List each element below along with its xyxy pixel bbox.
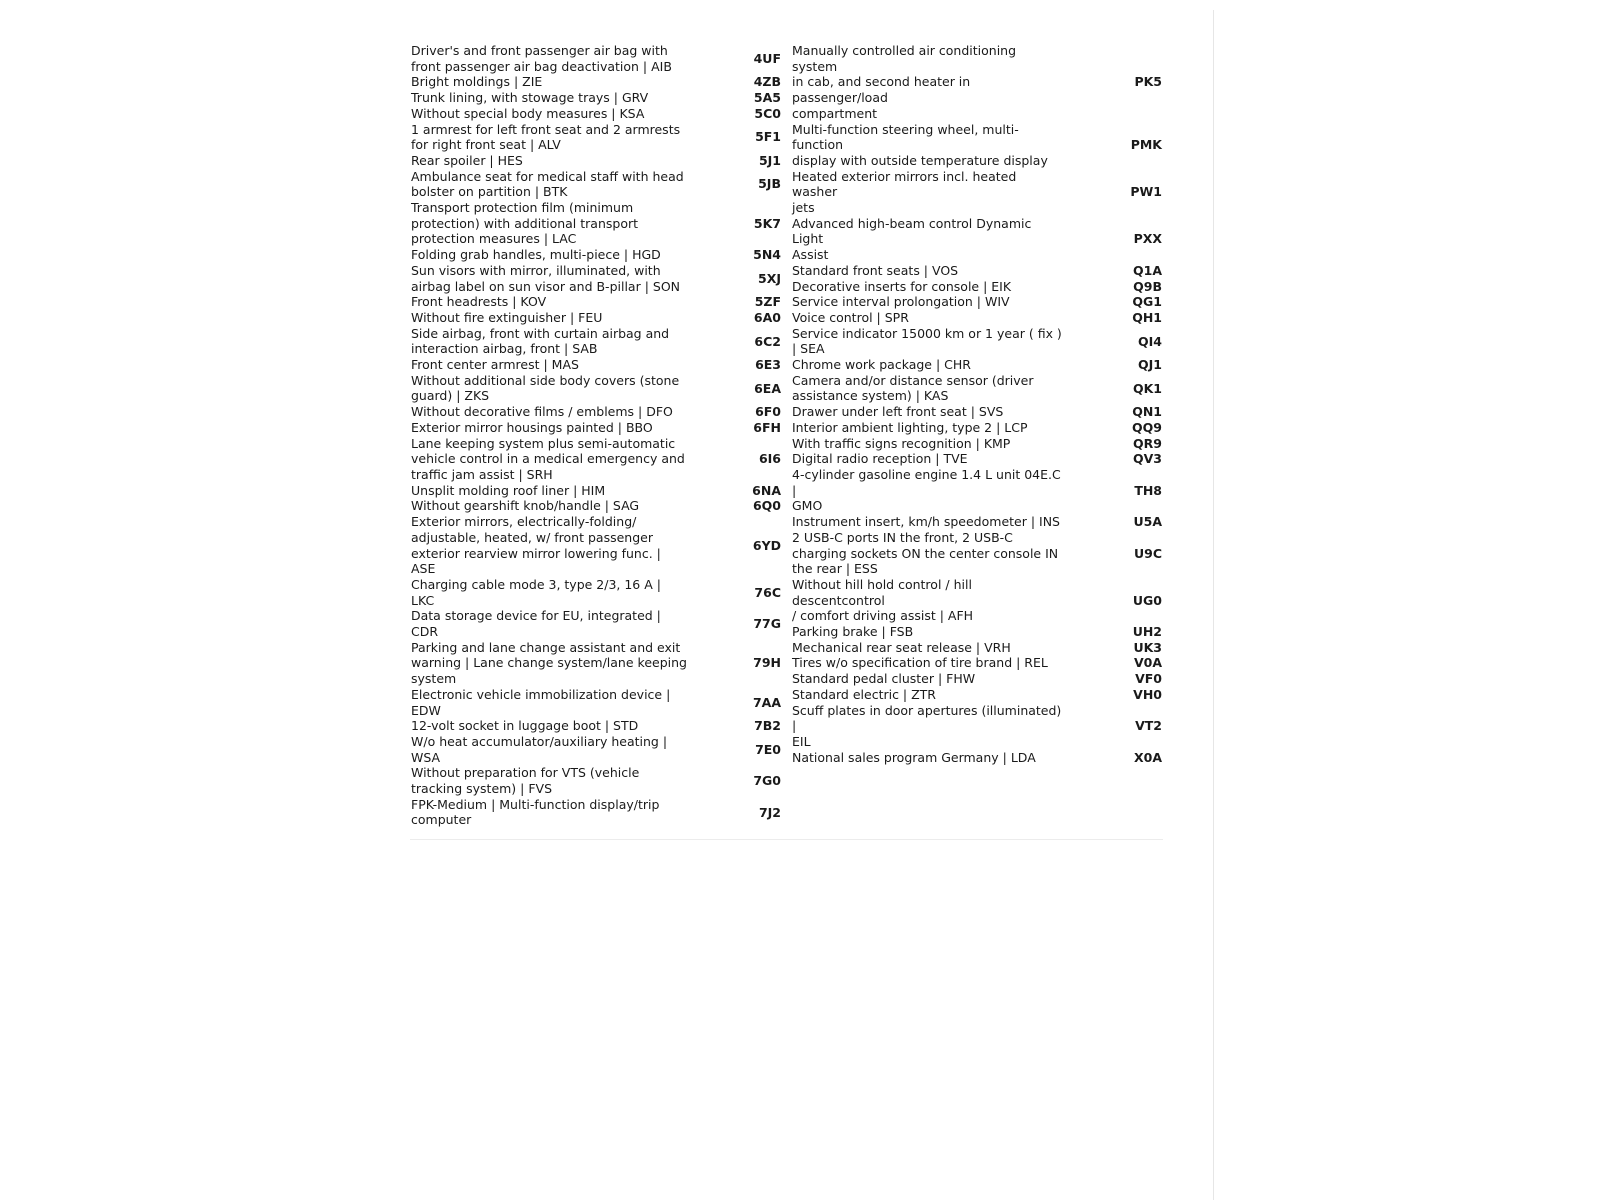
option-row bbox=[411, 797, 781, 828]
option-code: 4ZB bbox=[753, 74, 781, 90]
option-row bbox=[411, 74, 781, 90]
option-code: PMK bbox=[1130, 137, 1162, 153]
option-row bbox=[792, 703, 1162, 750]
option-row bbox=[411, 498, 781, 514]
option-row bbox=[792, 624, 1162, 640]
option-row bbox=[411, 373, 781, 404]
option-description: Camera and/or distance sensor (driver assistance system) | KAS bbox=[792, 372, 1034, 404]
option-code: 5JB bbox=[758, 176, 781, 192]
option-description: Heated exterior mirrors incl. heated washer jets bbox=[792, 168, 1017, 216]
option-code: 6NA bbox=[752, 482, 781, 498]
page-edge-line bbox=[1213, 10, 1214, 1200]
option-row bbox=[792, 436, 1162, 452]
option-code: X0A bbox=[1133, 749, 1162, 765]
option-description: Standard electric | ZTR bbox=[792, 686, 936, 702]
option-code: 7G0 bbox=[753, 773, 781, 789]
option-row bbox=[411, 765, 781, 796]
option-row bbox=[411, 483, 781, 499]
option-description: National sales program Germany | LDA bbox=[792, 749, 1036, 765]
option-row bbox=[792, 687, 1162, 703]
option-description: Without hill hold control / hill descentcontrol / comfort driving assist | AFH bbox=[792, 576, 974, 624]
option-row bbox=[411, 420, 781, 436]
option-row bbox=[792, 514, 1162, 530]
option-row bbox=[411, 200, 781, 247]
option-code: U5A bbox=[1133, 514, 1162, 530]
option-description: Manually controlled air conditioning system in cab, and second heater in passenger/load compartment bbox=[792, 43, 1017, 121]
option-row bbox=[411, 718, 781, 734]
option-code: QQ9 bbox=[1132, 419, 1162, 435]
option-description: Scuff plates in door apertures (illuminated) | EIL bbox=[792, 702, 1062, 749]
option-description: Mechanical rear seat release | VRH bbox=[792, 639, 1011, 655]
option-description: Advanced high-beam control Dynamic Light Assist bbox=[792, 215, 1032, 263]
option-description: Without gearshift knob/handle | SAG bbox=[411, 498, 640, 514]
option-row bbox=[792, 357, 1162, 373]
option-row bbox=[792, 640, 1162, 656]
option-row bbox=[411, 43, 781, 74]
option-code: 5ZF bbox=[754, 294, 781, 310]
option-description: Digital radio reception | TVE bbox=[792, 451, 968, 467]
option-row bbox=[792, 169, 1162, 216]
option-description: 2 USB-C ports IN the front, 2 USB-C charging sockets ON the center console IN the rear | ESS bbox=[792, 529, 1059, 577]
option-code: 6Q0 bbox=[752, 498, 781, 514]
option-description: Folding grab handles, multi-piece | HGD bbox=[411, 247, 661, 263]
option-description: Drawer under left front seat | SVS bbox=[792, 404, 1004, 420]
option-row bbox=[411, 310, 781, 326]
option-row bbox=[792, 467, 1162, 514]
option-row bbox=[411, 357, 781, 373]
option-row bbox=[411, 263, 781, 294]
option-description: Rear spoiler | HES bbox=[411, 152, 523, 168]
option-code: VT2 bbox=[1135, 718, 1162, 734]
option-row bbox=[411, 153, 781, 169]
option-row bbox=[792, 122, 1162, 169]
option-description: Trunk lining, with stowage trays | GRV bbox=[411, 90, 649, 106]
option-code: Q1A bbox=[1133, 262, 1162, 278]
option-code: 5C0 bbox=[754, 105, 781, 121]
option-description: Lane keeping system plus semi-automatic vehicle control in a medical emergency and traffic jam assist | SRH bbox=[411, 435, 685, 482]
option-description: Voice control | SPR bbox=[792, 309, 909, 325]
option-description: Parking brake | FSB bbox=[792, 624, 914, 640]
option-code: 6FH bbox=[753, 419, 781, 435]
option-code: PK5 bbox=[1134, 74, 1162, 90]
option-description: Sun visors with mirror, illuminated, with airbag label on sun visor and B-pillar | SON bbox=[411, 262, 681, 294]
option-code: QH1 bbox=[1132, 309, 1162, 325]
option-row bbox=[411, 514, 781, 577]
option-code: 6C2 bbox=[754, 333, 781, 349]
option-description: Driver's and front passenger air bag with front passenger air bag deactivation | AIB bbox=[411, 43, 672, 74]
option-row bbox=[792, 577, 1162, 624]
option-description: Parking and lane change assistant and exit warning | Lane change system/lane keeping system bbox=[411, 639, 687, 687]
option-row bbox=[411, 106, 781, 122]
option-description: Data storage device for EU, integrated | CDR bbox=[411, 608, 661, 640]
option-row bbox=[411, 436, 781, 483]
option-description: Service indicator 15000 km or 1 year ( fix ) | SEA bbox=[792, 325, 1062, 357]
option-code: 6F0 bbox=[755, 404, 781, 420]
option-code: 7B2 bbox=[754, 718, 781, 734]
option-description: Charging cable mode 3, type 2/3, 16 A | LKC bbox=[411, 576, 661, 608]
option-code: 77G bbox=[753, 616, 781, 632]
option-description: Instrument insert, km/h speedometer | INS bbox=[792, 514, 1060, 530]
option-description: Interior ambient lighting, type 2 | LCP bbox=[792, 419, 1028, 435]
option-description: Unsplit molding roof liner | HIM bbox=[411, 482, 606, 498]
option-description: W/o heat accumulator/auxiliary heating | WSA bbox=[411, 733, 668, 765]
option-row bbox=[792, 750, 1162, 766]
option-code: QI4 bbox=[1138, 333, 1162, 349]
option-description: Decorative inserts for console | EIK bbox=[792, 278, 1012, 294]
option-code: QJ1 bbox=[1138, 357, 1162, 373]
option-code: QG1 bbox=[1132, 294, 1162, 310]
option-code: 5N4 bbox=[753, 247, 781, 263]
option-code: 5J1 bbox=[758, 152, 781, 168]
option-description: Standard pedal cluster | FHW bbox=[792, 671, 976, 687]
option-row bbox=[792, 216, 1162, 263]
option-row bbox=[792, 404, 1162, 420]
option-description: FPK-Medium | Multi-function display/trip computer bbox=[411, 796, 660, 828]
option-code: 76C bbox=[754, 584, 781, 600]
option-row bbox=[411, 326, 781, 357]
option-description: Standard front seats | VOS bbox=[792, 262, 959, 278]
option-code: PXX bbox=[1133, 231, 1162, 247]
option-row bbox=[411, 577, 781, 608]
option-description: Bright moldings | ZIE bbox=[411, 74, 543, 90]
option-code: 6EA bbox=[754, 380, 781, 396]
option-description: Exterior mirrors, electrically-folding/ adjustable, heated, w/ front passenger exterior rearview mirror lowering func. | ASE bbox=[411, 514, 661, 577]
option-code: V0A bbox=[1133, 655, 1162, 671]
option-row bbox=[411, 90, 781, 106]
bottom-divider bbox=[410, 839, 1163, 840]
option-row bbox=[411, 687, 781, 718]
option-code: QN1 bbox=[1132, 404, 1162, 420]
option-row bbox=[411, 640, 781, 687]
option-code: 6A0 bbox=[753, 309, 781, 325]
option-row bbox=[411, 608, 781, 639]
option-code: 5F1 bbox=[755, 129, 781, 145]
option-description: Multi-function steering wheel, multi-function display with outside temperature display bbox=[792, 121, 1048, 168]
option-code: UG0 bbox=[1132, 592, 1162, 608]
option-code: 5A5 bbox=[753, 90, 781, 106]
option-row bbox=[411, 294, 781, 310]
option-row bbox=[411, 247, 781, 263]
option-row bbox=[792, 671, 1162, 687]
option-description: Ambulance seat for medical staff with head bolster on partition | BTK bbox=[411, 168, 684, 200]
option-description: Side airbag, front with curtain airbag and interaction airbag, front | SAB bbox=[411, 325, 670, 357]
option-description: Electronic vehicle immobilization device | EDW bbox=[411, 686, 671, 718]
option-description: Without special body measures | KSA bbox=[411, 105, 645, 121]
option-row bbox=[411, 169, 781, 200]
option-code: 5XJ bbox=[758, 270, 781, 286]
option-code: QR9 bbox=[1133, 435, 1162, 451]
option-code: TH8 bbox=[1134, 482, 1162, 498]
option-code: 7AA bbox=[752, 694, 781, 710]
option-row bbox=[792, 420, 1162, 436]
option-description: With traffic signs recognition | KMP bbox=[792, 435, 1011, 451]
option-code: UH2 bbox=[1132, 624, 1162, 640]
options-list-right bbox=[792, 43, 1162, 765]
option-code: QV3 bbox=[1133, 451, 1162, 467]
option-description: Without fire extinguisher | FEU bbox=[411, 309, 603, 325]
option-row bbox=[792, 451, 1162, 467]
option-description: Exterior mirror housings painted | BBO bbox=[411, 419, 653, 435]
option-code: PW1 bbox=[1130, 184, 1162, 200]
option-code: 6E3 bbox=[755, 357, 781, 373]
option-code: UK3 bbox=[1133, 639, 1162, 655]
option-row bbox=[411, 122, 781, 153]
option-description: Tires w/o specification of tire brand | REL bbox=[792, 655, 1048, 671]
option-code: QK1 bbox=[1132, 380, 1162, 396]
option-description: Service interval prolongation | WIV bbox=[792, 294, 1010, 310]
option-code: 6I6 bbox=[758, 451, 781, 467]
option-code: 6YD bbox=[752, 537, 781, 553]
option-row bbox=[792, 43, 1162, 122]
option-description: Chrome work package | CHR bbox=[792, 357, 971, 373]
option-description: 12-volt socket in luggage boot | STD bbox=[411, 718, 639, 734]
option-row bbox=[792, 655, 1162, 671]
option-row bbox=[792, 263, 1162, 279]
option-description: Without additional side body covers (stone guard) | ZKS bbox=[411, 372, 680, 404]
option-description: Front center armrest | MAS bbox=[411, 357, 579, 373]
option-description: 4-cylinder gasoline engine 1.4 L unit 04E.C | GMO bbox=[792, 466, 1061, 514]
option-description: Transport protection film (minimum protection) with additional transport protection measures | LAC bbox=[411, 200, 639, 247]
option-code: Q9B bbox=[1133, 278, 1162, 294]
option-code: VF0 bbox=[1135, 671, 1162, 687]
option-description: Without preparation for VTS (vehicle tracking system) | FVS bbox=[411, 765, 640, 797]
option-row bbox=[792, 373, 1162, 404]
option-row bbox=[792, 326, 1162, 357]
option-code: 4UF bbox=[753, 50, 781, 66]
option-code: U9C bbox=[1133, 545, 1162, 561]
option-row bbox=[792, 279, 1162, 295]
option-code: 5K7 bbox=[753, 215, 781, 231]
option-code: 79H bbox=[753, 655, 781, 671]
option-row bbox=[411, 734, 781, 765]
option-code: 7E0 bbox=[755, 741, 781, 757]
option-description: Without decorative films / emblems | DFO bbox=[411, 404, 673, 420]
option-code: VH0 bbox=[1133, 686, 1162, 702]
option-row bbox=[411, 404, 781, 420]
option-row bbox=[792, 530, 1162, 577]
option-description: Front headrests | KOV bbox=[411, 294, 547, 310]
options-list-left bbox=[411, 43, 781, 828]
option-row bbox=[792, 294, 1162, 310]
option-description: 1 armrest for left front seat and 2 armrests for right front seat | ALV bbox=[411, 121, 681, 153]
option-code: 7J2 bbox=[758, 804, 781, 820]
option-row bbox=[792, 310, 1162, 326]
